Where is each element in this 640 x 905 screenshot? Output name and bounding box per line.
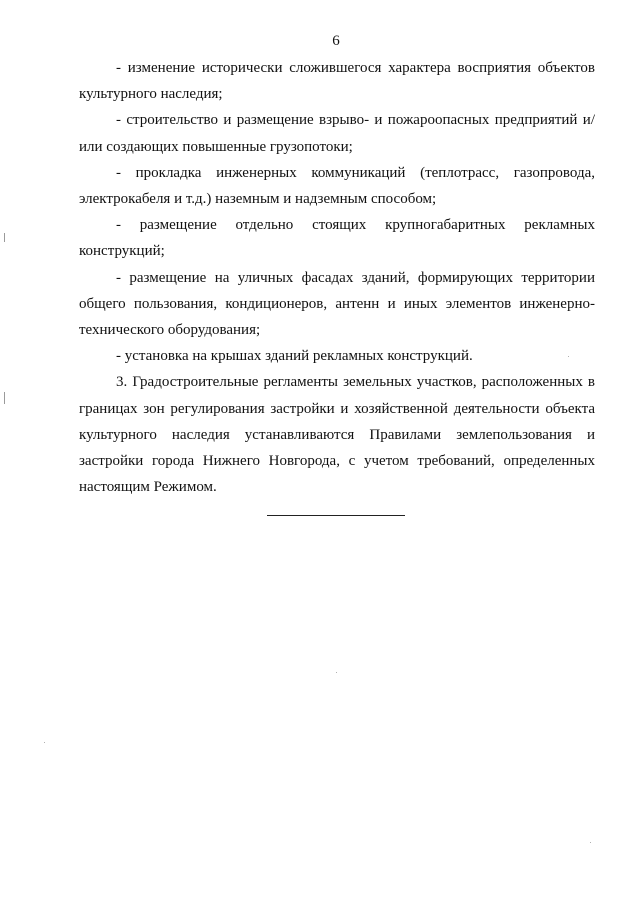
paragraph-section-3: 3. Градостроительные регламенты земельных участков, расположенных в границах зон регулирования застройки и хозяйственной деятельности объекта культурного наследия устанавливаются Правилами землепользования и застройки города Нижнего Новгорода, с учетом требований, определенных настоящим Режимом. [79,374,595,496]
scan-artifact-dot-2 [568,356,569,357]
scan-artifact-left-1 [4,233,5,242]
paragraph-restriction-6: - установка на крышах зданий рекламных конструкций. [116,348,473,365]
paragraph-restriction-5: - размещение на уличных фасадах зданий, формирующих территории общего пользования, кондиционеров, антенн и иных элементов инженерно-технического оборудования; [79,269,595,339]
scan-artifact-left-2 [4,392,5,404]
end-divider-line [267,515,405,516]
document-body [79,55,595,500]
scan-artifact-dot-1 [336,672,337,673]
scan-artifact-dot-4 [590,842,591,843]
scan-artifact-dot-3 [44,742,45,743]
page-number: 6 [332,33,340,49]
paragraph-restriction-4: - размещение отдельно стоящих крупногабаритных рекламных конструкций; [79,217,595,260]
paragraph-restriction-1: - изменение исторически сложившегося характера восприятия объектов культурного наследия; [79,60,595,103]
paragraph-restriction-2: - строительство и размещение взрыво- и пожароопасных предприятий и/или создающих повышенные грузопотоки; [79,112,595,155]
paragraph-restriction-3: - прокладка инженерных коммуникаций (теплотрасс, газопровода, электрокабеля и т.д.) наземным и надземным способом; [79,164,595,208]
